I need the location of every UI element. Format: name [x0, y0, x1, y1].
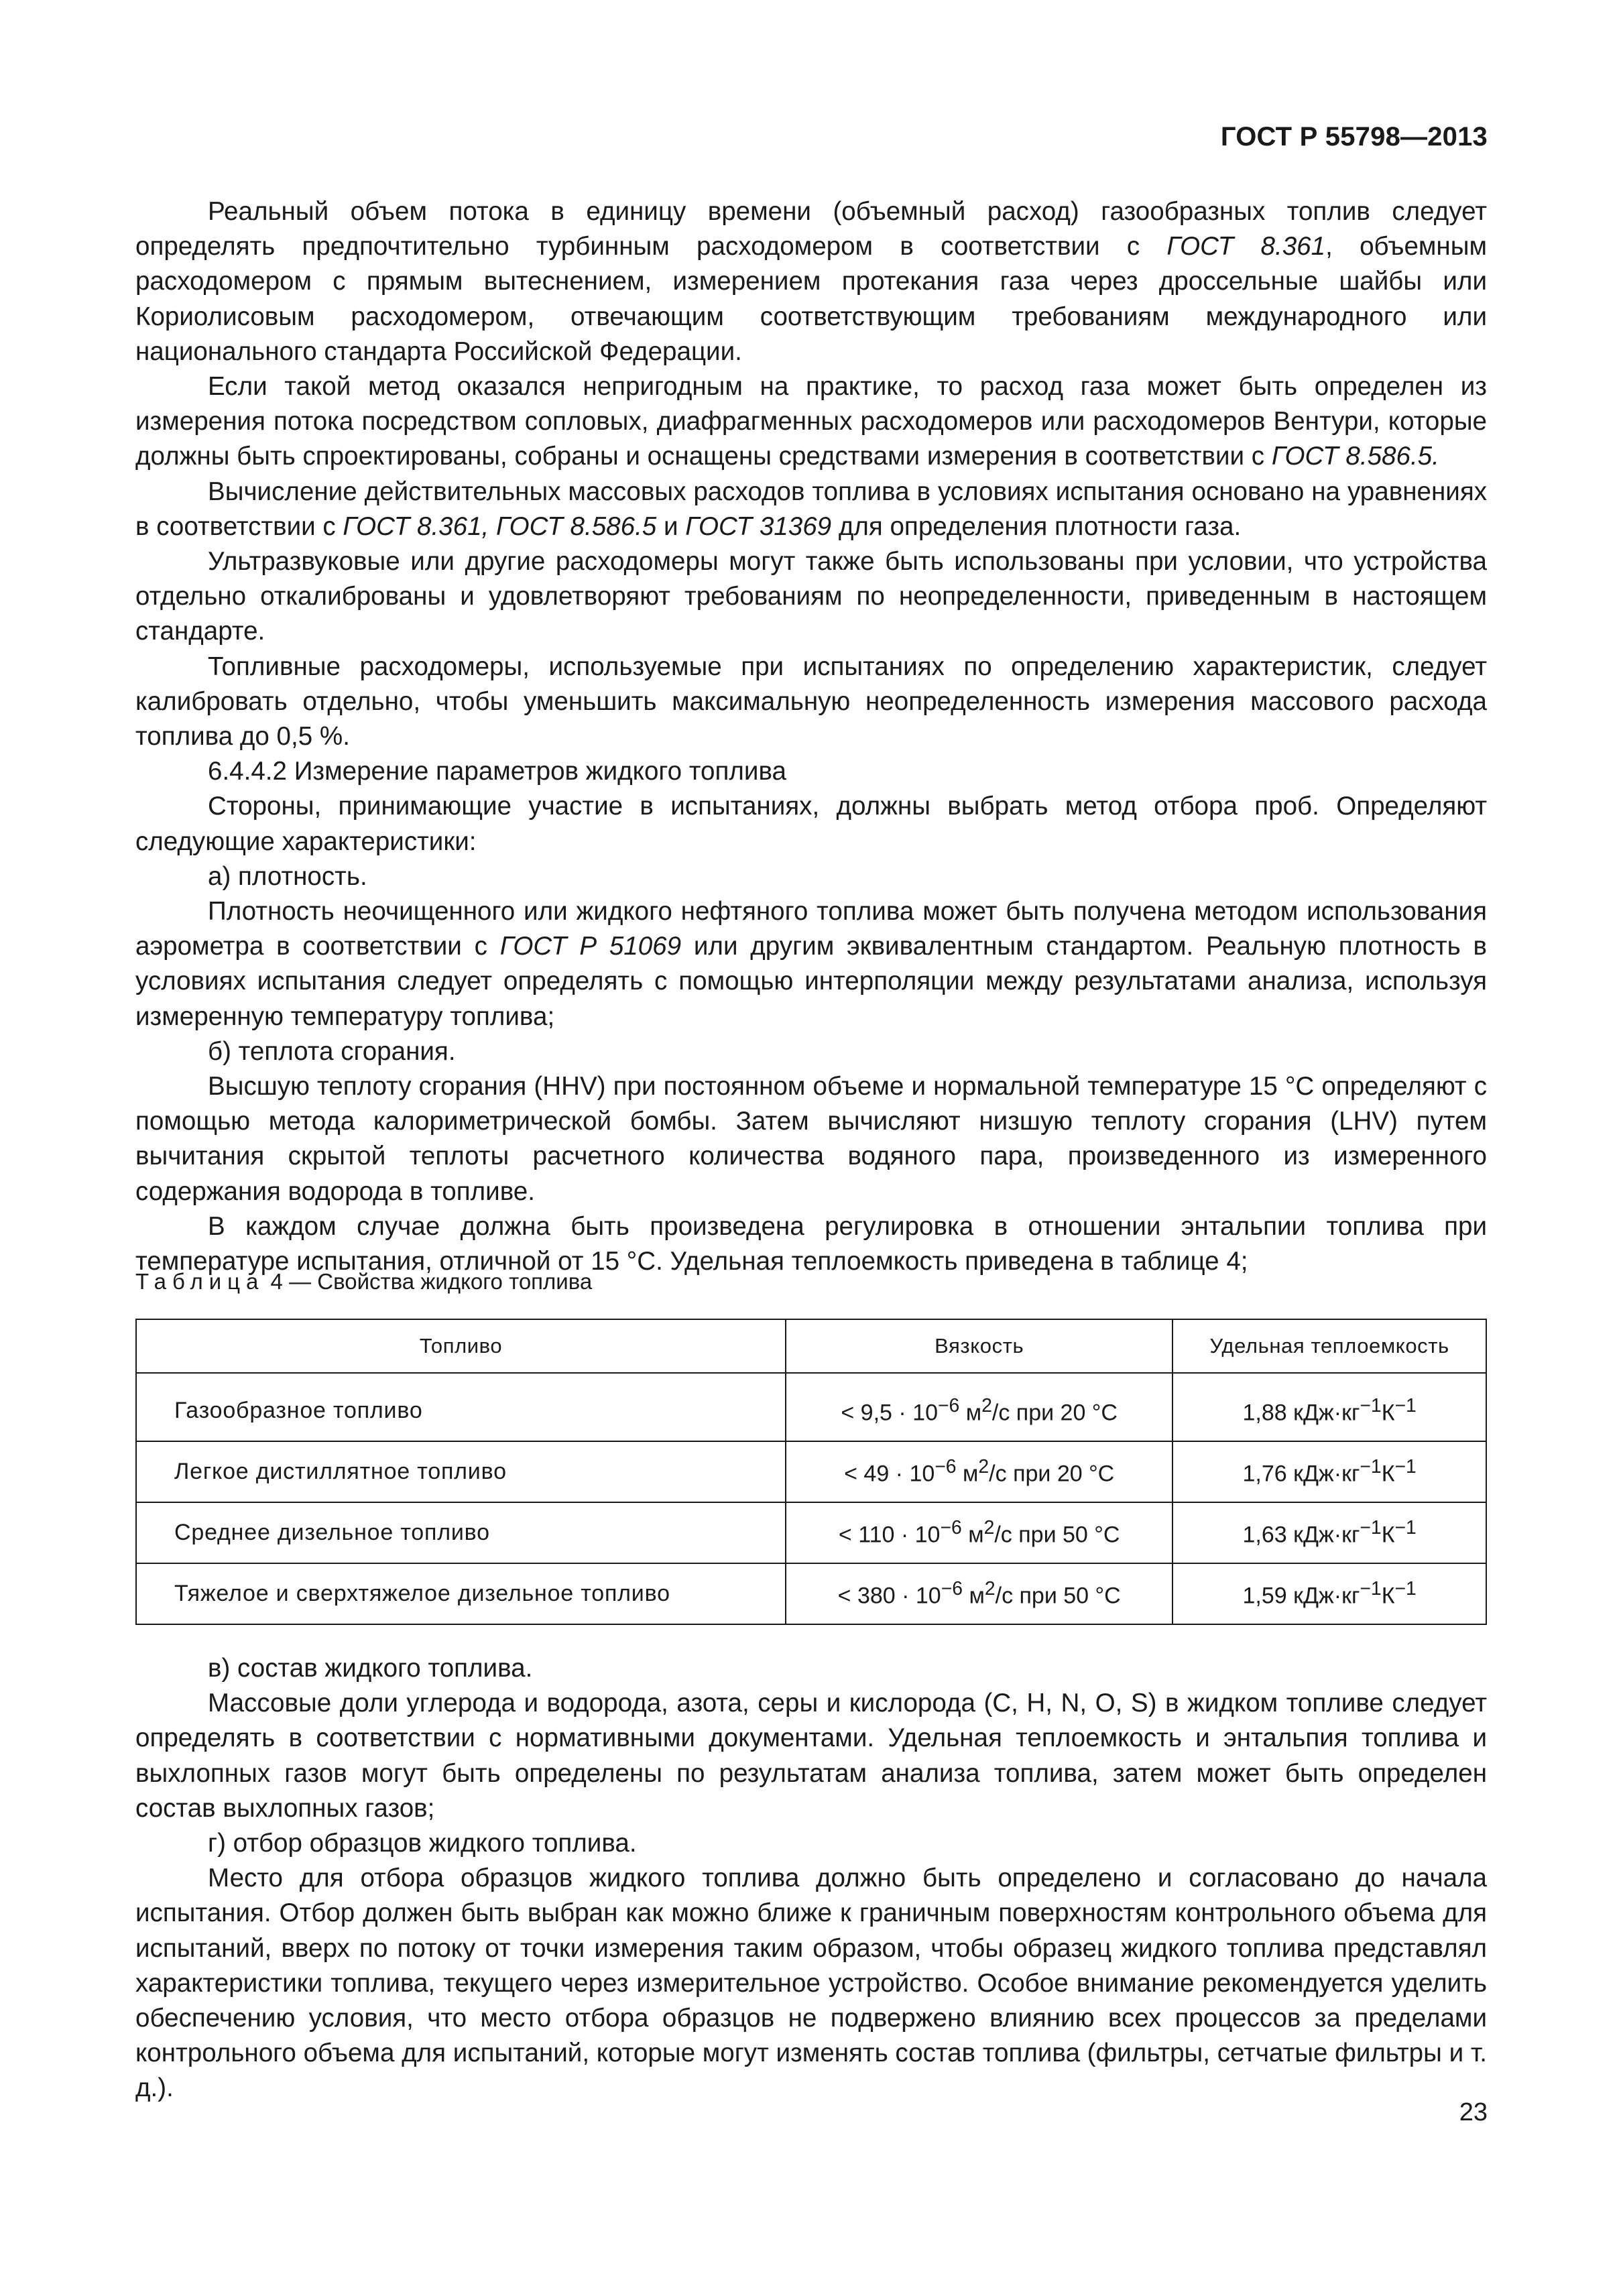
paragraph: Стороны, принимающие участие в испытаниях, должны выбрать метод отбора проб. Определяют следующие характеристики: — [135, 792, 1487, 856]
fuel-cell: Тяжелое и сверхтяжелое дизельное топливо — [136, 1563, 786, 1624]
standard-reference: ГОСТ 8.586.5. — [1271, 442, 1439, 471]
paragraph: Вычисление действительных массовых расходов топлива в условиях испытания основано на уравнениях в соответствии с ГОСТ 8.361, ГОСТ 8.586.5 и ГОСТ 31369 для определения плотности газа. — [135, 477, 1487, 541]
list-item-label: а) плотность. — [208, 861, 367, 891]
viscosity-cell: < $49 \cdot 10^{-6}$ $м^2/с$ при 20 °C — [786, 1441, 1173, 1502]
viscosity-cell: < $9,5 \cdot 10^{-6}$ $м^2/с$ при 20 °C — [786, 1373, 1173, 1441]
page-number: 23 — [1459, 2098, 1488, 2126]
fuel-cell: Газообразное топливо — [136, 1373, 786, 1441]
heat-capacity-cell: 1,76 $кДж\cdot кг^{-1}К^{-1}$ — [1173, 1441, 1486, 1502]
list-item-label: в) состав жидкого топлива. — [208, 1654, 533, 1683]
paragraph: Ультразвуковые или другие расходомеры могут также быть использованы при условии, что устройства отдельно откалиброваны и удовлетворяют требованиям по неопределенности, приведенным в настоящем стандарте. — [135, 547, 1487, 646]
standard-reference: ГОСТ 8.361, ГОСТ 8.586.5 — [343, 511, 657, 541]
paragraph: Массовые доли углерода и водорода, азота, серы и кислорода (C, H, N, O, S) в жидком топливе следует определять в соответствии с нормативными документами. Удельная теплоемкость и энтальпия топлива и выхлопных газов могут быть определены по результатам анализа топлива, затем может быть определен состав выхлопных газов; — [135, 1689, 1487, 1823]
viscosity-cell: < $380 \cdot 10^{-6}$ $м^2/с$ при 50 °C — [786, 1563, 1173, 1624]
document-code-header: ГОСТ Р 55798—2013 — [1220, 122, 1488, 152]
table-row — [136, 1441, 1486, 1502]
body-text-lower — [135, 1651, 1487, 2106]
table-row — [136, 1502, 1486, 1563]
paragraph: В каждом случае должна быть произведена регулировка в отношении энтальпии топлива при температуре испытания, отличной от 15 °C. Удельная теплоемкость приведена в таблице 4; — [135, 1211, 1487, 1276]
standard-reference: ГОСТ 8.361 — [1166, 232, 1326, 261]
table-header-row — [136, 1319, 1486, 1373]
body-text-upper — [135, 194, 1487, 1279]
paragraph: Топливные расходомеры, используемые при испытаниях по определению характеристик, следует калибровать отдельно, чтобы уменьшить максимальную неопределенность измерения массового расхода топлива до 0,5 %. — [135, 652, 1487, 751]
list-item-label: б) теплота сгорания. — [208, 1036, 456, 1066]
viscosity-cell: < $110 \cdot 10^{-6}$ $м^2/с$ при 50 °C — [786, 1502, 1173, 1563]
paragraph: Плотность неочищенного или жидкого нефтяного топлива может быть получена методом использования аэрометра в соответствии с ГОСТ Р 51069 или другим эквивалентным стандартом. Реальную плотность в условиях испытания следует определять с помощью интерполяции между результатами анализа, используя измеренную температуру топлива; — [135, 897, 1488, 1031]
paragraph: Реальный объем потока в единицу времени (объемный расход) газообразных топлив следует определять предпочтительно турбинным расходомером в соответствии с ГОСТ 8.361, объемным расходомером с прямым вытеснением, измерением протекания газа через дроссельные шайбы или Кориолисовым расходомером, отвечающим соответствующим требованиям международного или национального стандарта Российской Федерации. — [135, 197, 1487, 366]
fuel-cell: Легкое дистиллятное топливо — [136, 1441, 786, 1502]
paragraph: Если такой метод оказался непригодным на практике, то расход газа может быть определен из измерения потока посредством сопловых, диафрагменных расходомеров или расходомеров Вентури, которые должны быть спроектированы, собраны и оснащены средствами измерения в соответствии с ГОСТ 8.586.5. — [135, 372, 1487, 471]
table-row — [136, 1563, 1486, 1624]
column-header: Вязкость — [786, 1319, 1173, 1373]
table-row — [136, 1373, 1486, 1441]
column-header: Удельная теплоемкость — [1173, 1319, 1486, 1373]
heat-capacity-cell: 1,63 $кДж\cdot кг^{-1}К^{-1}$ — [1173, 1502, 1486, 1563]
column-header: Топливо — [136, 1319, 786, 1373]
heat-capacity-cell: 1,88 $кДж\cdot кг^{-1}К^{-1}$ — [1173, 1373, 1486, 1441]
standard-reference: ГОСТ Р 51069 — [499, 932, 682, 961]
paragraph: Место для отбора образцов жидкого топлива должно быть определено и согласовано до начала испытания. Отбор должен быть выбран как можно ближе к граничным поверхностям контрольного объема для испытаний, вверх по потоку от точки измерения таким образом, чтобы образец жидкого топлива представлял характеристики топлива, текущего через измерительное устройство. Особое внимание рекомендуется уделить обеспечению условия, что место отбора образцов не подвержено влиянию всех процессов за пределами контрольного объема для испытаний, которые могут изменять состав топлива (фильтры, сетчатые фильтры и т. д.). — [135, 1864, 1487, 2103]
heat-capacity-cell: 1,59 $кДж\cdot кг^{-1}К^{-1}$ — [1173, 1563, 1486, 1624]
paragraph: Высшую теплоту сгорания (HHV) при постоянном объеме и нормальной температуре 15 °C определяют с помощью метода калориметрической бомбы. Затем вычисляют низшую теплоту сгорания (LHV) путем вычитания скрытой теплоты расчетного количества водяного пара, произведенного из измеренного содержания водорода в топливе. — [135, 1072, 1487, 1206]
section-heading: 6.4.4.2 Измерение параметров жидкого топлива — [208, 757, 786, 786]
standard-reference: ГОСТ 31369 — [685, 511, 832, 541]
list-item-label: г) отбор образцов жидкого топлива. — [208, 1829, 637, 1858]
table-caption: Таблица 4 — Свойства жидкого топлива — [135, 1269, 593, 1294]
fuel-cell: Среднее дизельное топливо — [136, 1502, 786, 1563]
fuel-properties-table — [135, 1319, 1487, 1625]
